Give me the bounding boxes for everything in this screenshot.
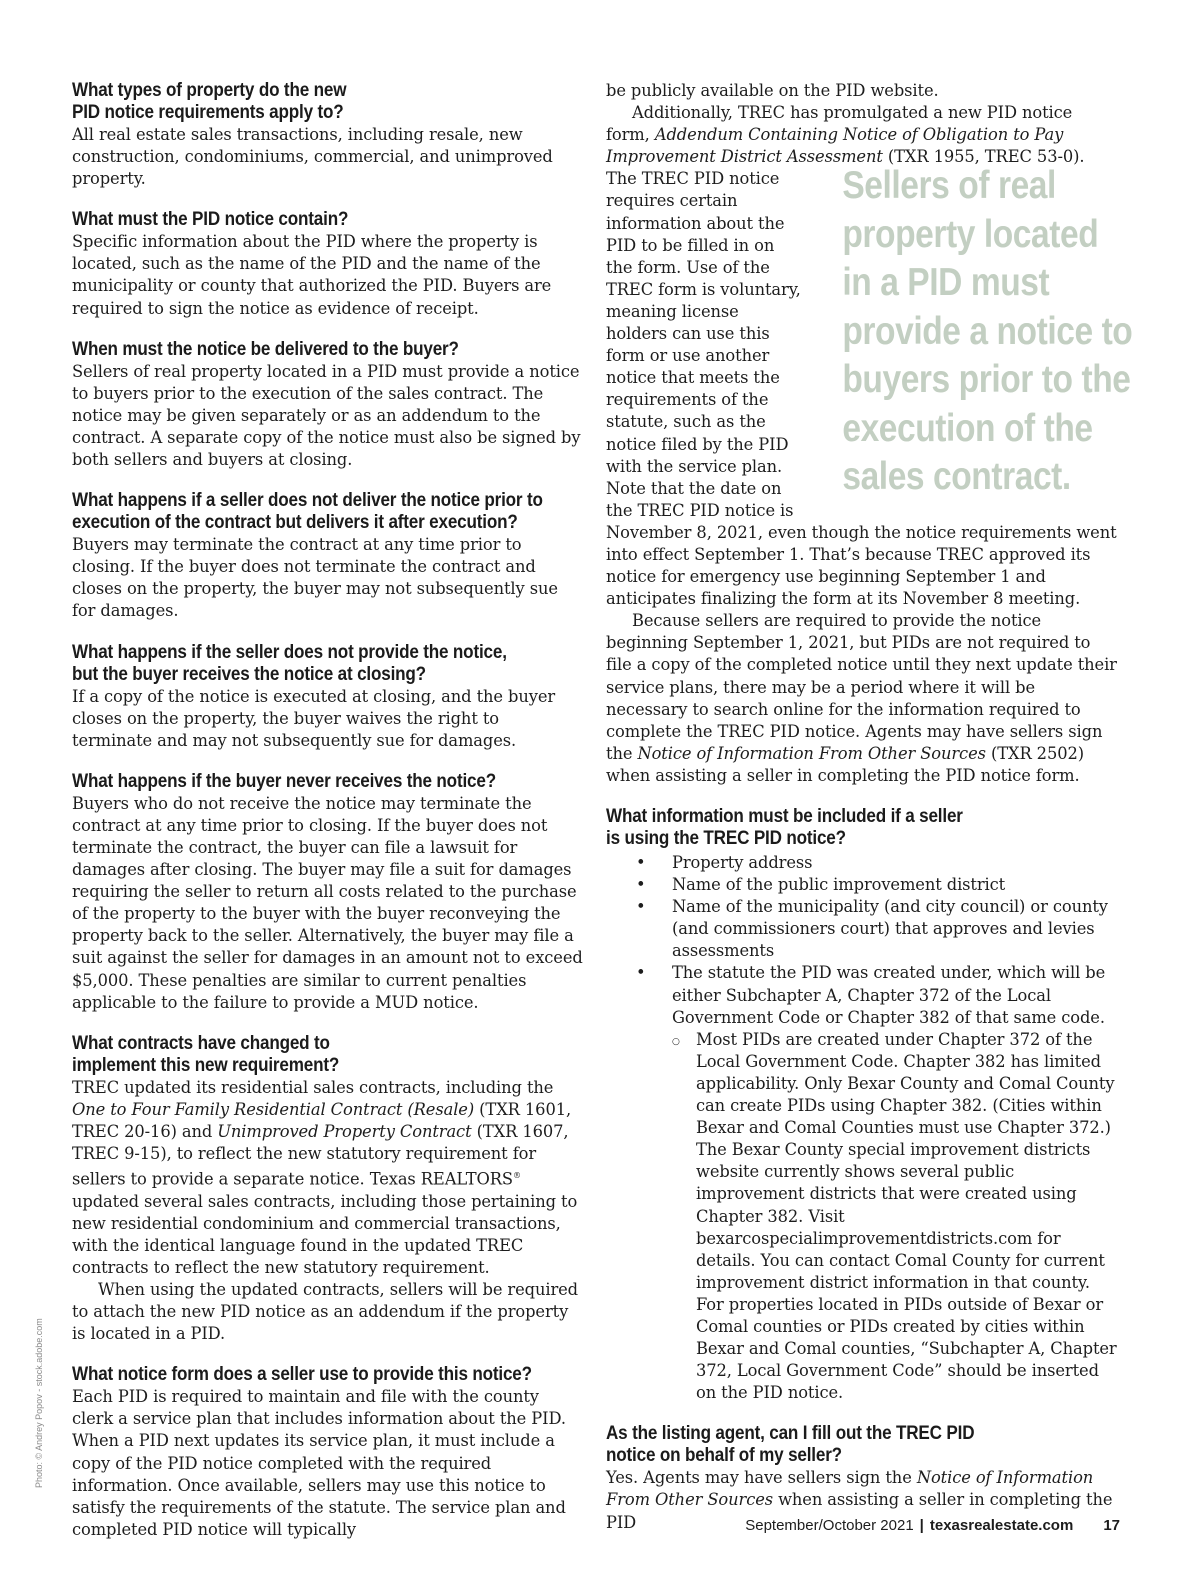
body-paragraph: Buyers who do not receive the notice may terminate the contract at any time prior to closing. If the buyer does not terminate the contract, the buyer can file a lawsuit for damages after closing. The buyer may file a suit for damages requiring the seller to return all costs related to the purchase of the property to the buyer with the buyer reconveying the property back to the seller. Alternatively, the buyer may file a suit against the seller for damages in an amount not to exceed $5,000. These penalties are similar to current penalties applicable to the failure to provide a MUD notice. <box>72 793 583 1012</box>
heading-line: What happens if a seller does not deliver the notice prior to <box>72 490 543 512</box>
pull-quote-line: provide a notice to <box>842 309 1133 353</box>
section-contracts-changed <box>72 1033 584 1346</box>
registered-mark: ® <box>512 1171 521 1181</box>
body-paragraph: All real estate sales transactions, including resale, new construction, condominiums, commercial, and unimproved property. <box>72 125 553 189</box>
text-run: TREC updated its residential sales contracts, including the <box>72 1077 554 1097</box>
body-paragraph: Each PID is required to maintain and file with the county clerk a service plan that includes information about the PID. When a PID next updates its service plan, it must include a copy of the PID notice completed with the required information. Once available, sellers may use this notice to satisfy the requirements of the statute. The service plan and completed PID notice will typically <box>72 1387 566 1539</box>
heading-property-types <box>72 80 576 124</box>
heading-line: As the listing agent, can I fill out the TREC PID <box>606 1423 975 1445</box>
contract-title: Unimproved Property Contract <box>217 1121 472 1141</box>
form-title: Notice of Information From Other Sources <box>606 1468 1094 1510</box>
required-info-list <box>606 852 1120 1404</box>
pull-quote <box>820 162 1133 502</box>
heading-late-delivery <box>72 490 576 534</box>
heading-delivery-timing: When must the notice be delivered to the buyer? <box>72 338 459 360</box>
body-paragraph <box>606 610 1120 787</box>
heading-notice-at-closing <box>72 642 576 686</box>
text-run: updated several sales contracts, including those pertaining to new residential condominium and commercial transactions, with the identical language found in the updated TREC contracts to reflect the new statutory requirement. <box>72 1191 578 1277</box>
section-notice-contents <box>72 209 584 319</box>
body-paragraph: Sellers of real property located in a PID must provide a notice to buyers prior to the execution of the sales contract. The notice may be given separately or as an addendum to the contract. A separate copy of the notice must also be signed by both sellers and buyers at closing. <box>72 361 581 470</box>
heading-line: What types of property do the new <box>72 80 347 101</box>
body-paragraph: be publicly available on the PID website. <box>606 81 939 100</box>
pull-quote-line: buyers prior to the <box>842 358 1131 402</box>
heading-line: is using the TREC PID notice? <box>606 828 846 849</box>
contract-title: One to Four Family Residential Contract (Resale) <box>72 1099 475 1119</box>
section-property-types <box>72 80 584 190</box>
text-run: Additionally, TREC has promulgated a new PID notice form, <box>606 103 1073 145</box>
text-run: (TXR 1955, TREC 53-0). The TREC PID notice requires certain information about the PID to be filled in on the form. Use of the TREC form is voluntary, meaning license holders can use this form or use another notice that meets the requirements of the statute, such as the notice filed by the PID with the service plan. Note that the date on the TREC PID notice is November 8, 2021, even though the notice requirements went into effect September 1. That’s because TREC approved its notice for emergency use beginning September 1 and anticipates finalizing the form at its November 8 meeting. <box>606 147 1117 609</box>
heading-line: notice on behalf of my seller? <box>606 1445 842 1467</box>
body-paragraph: Buyers may terminate the contract at any time prior to closing. If the buyer does not terminate the contract and closes on the property, the buyer may not subsequently sue for damages. <box>72 535 558 621</box>
pull-quote-line: property located <box>842 212 1099 256</box>
section-required-info <box>606 806 1120 1404</box>
section-notice-at-closing <box>72 642 584 752</box>
heading-listing-agent <box>606 1423 1110 1467</box>
list-item: • Name of the public improvement district <box>606 874 1120 896</box>
heading-line: execution of the contract but delivers it after execution? <box>72 512 518 534</box>
text-run: Because sellers are required to provide the notice beginning September 1, 2021, but PIDs are not required to file a copy of the completed notice until they next update their service plans, there may be a period where it will be necessary to search online for the information required to complete the TREC PID notice. Agents may have sellers sign the <box>606 611 1117 763</box>
pull-quote-line: sales contract. <box>842 455 1071 499</box>
footer-separator: | <box>919 1517 924 1534</box>
text-run: (TXR 2502) when assisting a seller in completing the PID notice form. <box>606 743 1084 785</box>
pull-quote-line: in a PID must <box>842 261 1050 305</box>
page-number: 17 <box>1103 1517 1120 1534</box>
page-footer <box>620 1517 1120 1534</box>
pull-quote-line: execution of the <box>842 406 1093 450</box>
form-title: Addendum Containing Notice of Obligation to Pay Improvement District Assessment <box>606 125 1064 167</box>
left-column <box>72 80 584 1560</box>
pull-quote-line: Sellers of real <box>842 164 1056 208</box>
website-link[interactable]: texasrealestate.com <box>929 1517 1074 1534</box>
list-item: • Name of the municipality (and city council) or county (and commissioners court) that approves and levies assessments <box>606 896 1120 962</box>
sub-list <box>672 1029 1120 1405</box>
section-delivery-timing <box>72 339 584 471</box>
heading-line: What happens if the seller does not provide the notice, <box>72 641 507 663</box>
list-item <box>606 962 1120 1404</box>
body-paragraph: Specific information about the PID where the property is located, such as the name of the PID and the name of the municipality or county that authorized the PID. Buyers are required to sign the notice as evidence of receipt. <box>72 232 552 318</box>
section-never-received <box>72 771 584 1014</box>
issue-date: September/October 2021 <box>745 1517 914 1534</box>
heading-contracts-changed <box>72 1033 576 1077</box>
text-run: (TXR 1607, TREC 9-15), to reflect the new statutory requirement for sellers to provide a separate notice. Texas REALTORS <box>72 1121 569 1189</box>
heading-notice-contents: What must the PID notice contain? <box>72 209 349 231</box>
list-item-text: The statute the PID was created under, which will be either Subchapter A, Chapter 372 of the Local Government Code or Chapter 382 of that same code. <box>672 963 1106 1027</box>
heading-notice-form: What notice form does a seller use to provide this notice? <box>72 1364 532 1386</box>
text-run: when assisting a seller in completing the PID <box>606 1490 1113 1532</box>
heading-line: but the buyer receives the notice at closing? <box>72 663 426 685</box>
list-item: • Property address <box>606 852 1120 874</box>
body-paragraph <box>72 1077 584 1279</box>
right-column <box>606 80 1133 1553</box>
body-paragraph: When using the updated contracts, sellers will be required to attach the new PID notice as an addendum if the property is located in a PID. <box>72 1279 578 1344</box>
form-title: Notice of Information From Other Sources <box>637 743 986 763</box>
section-late-delivery <box>72 490 584 622</box>
heading-line: PID notice requirements apply to? <box>72 102 344 123</box>
sub-list-item: ○ Most PIDs are created under Chapter 372 of the Local Government Code. Chapter 382 has limited applicability. Only Bexar County and Comal County can create PIDs using Chapter 382. (Cities within Bexar and Comal Counties must use Chapter 372.) The Bexar County special improvement districts website currently shows several public improvement districts that were created using Chapter 382. Visit bexarcospecialimprovementdistricts.com for details. You can contact Comal County for current improvement district information in that county. For properties located in PIDs outside of Bexar or Comal counties or PIDs created by cities within Bexar and Comal counties, “Subchapter A, Chapter 372, Local Government Code” should be inserted on the PID notice. <box>672 1029 1120 1405</box>
body-paragraph: If a copy of the notice is executed at closing, and the buyer closes on the property, the buyer waives the right to terminate and may not subsequently sue for damages. <box>72 686 556 750</box>
body-paragraph <box>606 102 1133 610</box>
heading-required-info <box>606 806 1110 850</box>
text-run: Yes. Agents may have sellers sign the <box>606 1468 917 1488</box>
photo-credit: Photo: © Andrey Popov - stock.adobe.com <box>34 1318 44 1488</box>
section-notice-form <box>72 1364 584 1541</box>
heading-line: What contracts have changed to <box>72 1032 330 1054</box>
heading-line: implement this new requirement? <box>72 1054 340 1076</box>
heading-never-received: What happens if the buyer never receives the notice? <box>72 770 496 792</box>
heading-line: What information must be included if a seller <box>606 806 963 827</box>
text-run: (TXR 1601, TREC 20-16) and <box>72 1099 572 1141</box>
